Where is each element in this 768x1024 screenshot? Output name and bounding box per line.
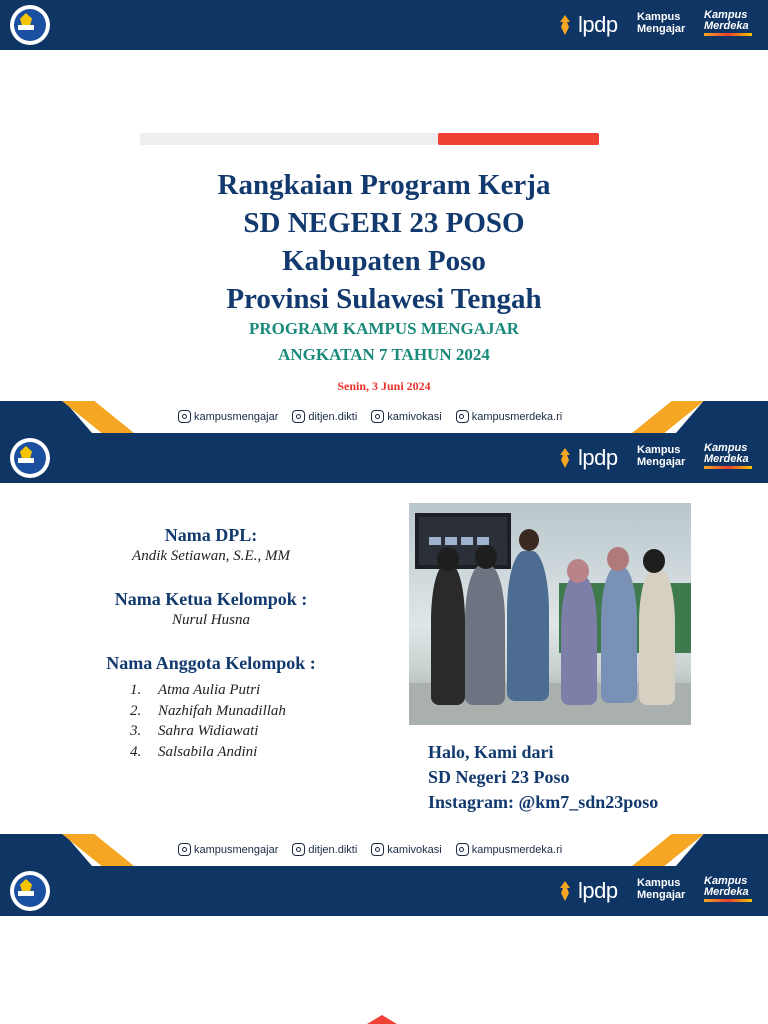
slide-title: Rangkaian Program Kerja SD NEGERI 23 POSO Kabupaten Poso Provinsi Sulawesi Tengah	[217, 169, 551, 315]
header-bar	[0, 433, 768, 483]
social-links	[178, 843, 562, 856]
instagram-icon	[371, 410, 384, 423]
social-ditjen-dikti[interactable]: ditjen.dikti	[292, 843, 357, 856]
social-kampusmerdeka[interactable]: kampusmerdeka.ri	[456, 410, 562, 423]
kampus-mengajar-logo: Kampus Mengajar	[637, 444, 686, 468]
lpdp-flame-icon	[556, 448, 574, 468]
member-list	[130, 680, 286, 762]
dpl-label: Nama DPL:	[164, 525, 258, 545]
greeting-text: Halo, Kami dari SD Negeri 23 Poso Instagram: @km7_sdn23poso	[428, 742, 659, 812]
footer-bar	[0, 834, 768, 866]
lpdp-flame-icon	[556, 881, 574, 901]
lpdp-flame-icon	[556, 15, 574, 35]
instagram-icon	[456, 410, 469, 423]
list-item: 2. Nazhifah Munadillah	[130, 702, 286, 719]
lpdp-logo	[556, 877, 618, 905]
header-bar	[0, 0, 768, 50]
header-bar	[0, 866, 768, 916]
social-kamivokasi[interactable]: kamivokasi	[371, 843, 441, 856]
kampus-merdeka-logo: Kampus Merdeka	[704, 876, 752, 902]
lpdp-text: lpdp	[578, 445, 618, 470]
lpdp-logo	[556, 444, 618, 472]
slide-date: Senin, 3 Juni 2024	[337, 379, 431, 393]
progress-bar	[140, 133, 599, 145]
slide-subtitle: PROGRAM KAMPUS MENGAJAR ANGKATAN 7 TAHUN 2024	[248, 319, 520, 364]
tv-screen	[415, 513, 511, 569]
instagram-icon	[456, 843, 469, 856]
ketua-label: Nama Ketua Kelompok :	[114, 589, 308, 609]
tut-wuri-handayani-logo	[10, 5, 50, 45]
kampus-merdeka-logo: Kampus Merdeka	[704, 10, 752, 36]
dpl-name: Andik Setiawan, S.E., MM	[132, 548, 290, 564]
tut-wuri-handayani-logo	[10, 438, 50, 478]
lpdp-logo	[556, 11, 618, 39]
anggota-label: Nama Anggota Kelompok :	[106, 653, 316, 673]
list-item: 4. Salsabila Andini	[130, 743, 258, 760]
instagram-icon	[178, 410, 191, 423]
kampus-mengajar-logo: Kampus Mengajar	[637, 11, 686, 35]
lpdp-text: lpdp	[578, 878, 618, 903]
social-kampusmengajar[interactable]: kampusmengajar	[178, 843, 278, 856]
group-photo	[409, 503, 691, 725]
red-chevron-icon	[362, 1013, 402, 1024]
tut-wuri-handayani-logo	[10, 871, 50, 911]
footer-bar	[0, 401, 768, 433]
team-info	[40, 524, 382, 674]
social-kamivokasi[interactable]: kamivokasi	[371, 410, 441, 423]
social-kampusmengajar[interactable]: kampusmengajar	[178, 410, 278, 423]
lpdp-text: lpdp	[578, 12, 618, 37]
kampus-mengajar-logo: Kampus Mengajar	[637, 877, 686, 901]
instagram-icon	[292, 843, 305, 856]
kampus-merdeka-logo: Kampus Merdeka	[704, 443, 752, 469]
instagram-icon	[292, 410, 305, 423]
list-item: 1. Atma Aulia Putri	[130, 682, 261, 698]
progress-fill	[438, 133, 599, 145]
social-links	[178, 410, 562, 423]
list-item: 3. Sahra Widiawati	[130, 723, 259, 739]
ketua-name: Nurul Husna	[172, 612, 250, 628]
social-kampusmerdeka[interactable]: kampusmerdeka.ri	[456, 843, 562, 856]
instagram-icon	[178, 843, 191, 856]
social-ditjen-dikti[interactable]: ditjen.dikti	[292, 410, 357, 423]
instagram-icon	[371, 843, 384, 856]
